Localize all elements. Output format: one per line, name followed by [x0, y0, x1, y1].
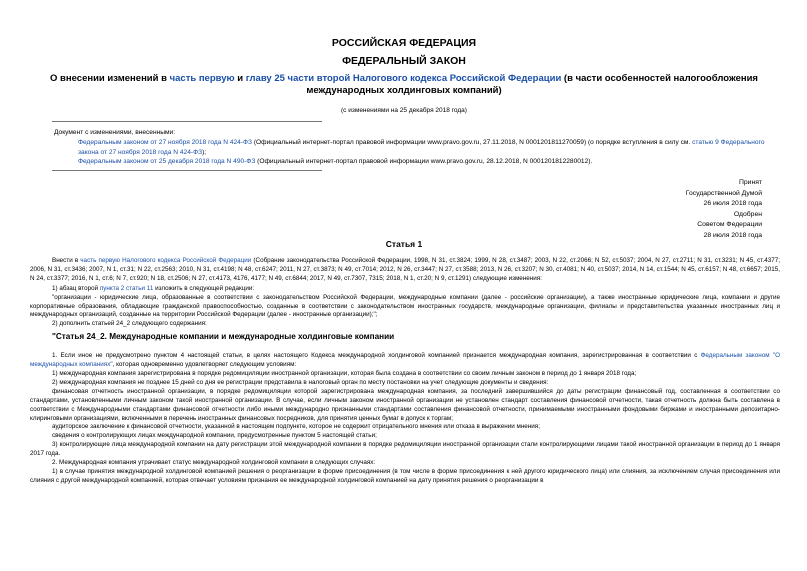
divider-bottom — [52, 170, 322, 171]
paragraph: 2) международная компания не позднее 15 дней со дня ее регистрации представила в налоговый орган по месту постановки на учет следующие документы и сведения: — [52, 378, 549, 386]
changes-note-line-2: Федеральным законом от 25 декабря 2018 года N 490-ФЗ (Официальный интернет-портал правовой информации www.pravo.gov.ru, 28.12.2018, N 0001201812280012). — [78, 158, 593, 166]
link-article-9[interactable]: статью 9 Федерального закона от 27 ноября 2018 года N 424-ФЗ — [78, 138, 765, 156]
country-heading: РОССИЙСКАЯ ФЕДЕРАЦИЯ — [331, 37, 477, 49]
law-title: О внесении изменений в часть первую и главу 25 части второй Налогового кодекса Российской Федерации (в части особенностей налогообложения международных холдинговых компаний) — [50, 73, 758, 96]
paragraph: Внести в часть первую Налогового кодекса Российской Федерации (Собрание законодательства Российской Федерации, 1998, N 31, ст.3824; 1999, N 28, ст.3487; 2003, N 22, ст.2066; N 52, ст.5037; 2004, N 27, ст.2711; N 31, ст.3231; N 45, ст.4377; 2006, N 31, ст.3436; 2007, N 1, ст.31; N 22, ст.2563; 2010, N 31, ст.4198; N 48, ст.6247; 2011, N 27, ст.3873; N 49, ст.7014; 2012, N 26, ст.3447; N 27, ст.3588; 2013, N 26, ст.3207; N 30, ст.4081; N 40, ст.5037; 2014, N 14, ст.1544; N 45, ст.6157; N 48, ст.6657; 2015, N 24, ст.3377; 2016, N 1, ст.6; N 7, ст.920; N 18, ст.2506; N 27, ст.4173, 4176, 4177; N 49, ст.6844; 2017, N 49, ст.7307, 7315; 2018, N 1, ст.20; N 9, ст.1291) следующие изменения: — [30, 257, 780, 282]
divider-top — [52, 121, 322, 122]
title-link-chapter-25[interactable]: главу 25 части второй Налогового кодекса Российской Федерации — [245, 73, 562, 84]
paragraph: "организации - юридические лица, образованные в соответствии с законодательством Российской Федерации, международные компании (далее - российские организации), а также иностранные юридические лица, компании и другие корпоративные образования, обладающие гражданской правоспособностью, созданные в соответствии с законодательством иностранных государств, международные организации, филиалы и представительства указанных иностранных лиц и международных организаций, созданные на территории Российской Федерации (далее - иностранные организации);"; — [30, 293, 780, 319]
law-type-heading: ФЕДЕРАЛЬНЫЙ ЗАКОН — [342, 55, 466, 67]
changes-note — [54, 128, 784, 167]
paragraph: аудиторское заключение к финансовой отчетности, указанной в настоящем подпункте, которое не содержит отрицательного мнения или отказа в выражении мнения; — [52, 423, 540, 431]
link-international-companies-law[interactable]: Федеральным законом "О международных компаниях" — [30, 352, 780, 369]
paragraph: 1. Если иное не предусмотрено пунктом 4 настоящей статьи, в целях настоящего Кодекса международной холдинговой компанией признается международная компания, зарегистрированная в соответствии с Федеральным законом "О международных компаниях", которая одновременно удовлетворяет следующим условиям: — [30, 352, 780, 369]
paragraph: 1) в случае принятия международной холдинговой компанией решения о реорганизации в форме присоединения (в том числе в форме присоединения к ней другого юридического лица) или слияния, за исключением случая присоединения или слияния с другой международной компанией, которая отвечает условиям признания ее международной холдинговой компанией на дату принятия решения о реорганизации в — [30, 467, 780, 484]
link-tax-code-part-one[interactable]: часть первую Налогового кодекса Российской Федерации — [80, 257, 252, 264]
paragraph: 2. Международная компания утрачивает статус международной холдинговой компании в следующих случаях: — [52, 459, 376, 467]
paragraph: сведения о контролирующих лицах международной компании, предусмотренные пунктом 5 настоящей статьи; — [52, 432, 377, 440]
link-law-490[interactable]: Федеральным законом от 25 декабря 2018 года N 490-ФЗ — [78, 158, 256, 166]
paragraph: 1) международная компания зарегистрирована в порядке редомициляции иностранной организации, которая была создана в соответствии со своим личным законом в период до 1 января 2018 года; — [52, 369, 637, 377]
paragraph: финансовая отчетность иностранной организации, в порядке редомициляции которой зарегистрирована международная компания, за последний завершившийся до даты регистрации финансовый год, составленная в соответствии со стандартами, установленными личным законом такой иностранной организации. В случае, если личным законом иностранной организации не установлен стандарт составления финансовой отчетности, такая отчетность должна быть составлена в соответствии с Международными стандартами финансовой отчетности либо иными международно признанными стандартами составления финансовой отчетности, принимаемыми иностранными фондовыми биржами и иностранными депозитарно-клиринговыми организациями, включенными в перечень иностранных финансовых посредников, для принятия ценных бумаг в допуск к торгам; — [30, 387, 780, 422]
article-heading: Статья 1 — [385, 239, 423, 249]
paragraph: 1) абзац второй пункта 2 статьи 11 изложить в следующей редакции: — [52, 284, 255, 292]
article-body — [30, 257, 780, 486]
title-link-part-one[interactable]: часть первую — [169, 73, 235, 84]
changes-note-heading: Документ с изменениями, внесенными: — [54, 129, 176, 136]
paragraph: 3) контролирующие лица международной компании на дату регистрации этой международной компании в порядке редомициляции иностранной организации стали контролирующими лицами такой иностранной организации в период до 1 января 2017 года. — [30, 441, 780, 458]
link-article-11[interactable]: пункта 2 статьи 11 — [99, 284, 154, 292]
sub-article-heading: "Статья 24_2. Международные компании и международные холдинговые компании — [52, 332, 395, 342]
adoption-block: Принят Государственной Думой 26 июля 2018 года Одобрен Советом Федерации 28 июля 2018 года — [685, 179, 762, 239]
link-law-424[interactable]: Федеральным законом от 27 ноября 2018 года N 424-ФЗ — [78, 138, 253, 146]
edition-note: (с изменениями на 25 декабря 2018 года) — [341, 107, 467, 114]
paragraph: 2) дополнить статьей 24_2 следующего содержания: — [52, 320, 207, 328]
changes-note-line-1: Федеральным законом от 27 ноября 2018 года N 424-ФЗ (Официальный интернет-портал правовой информации www.pravo.gov.ru, 27.11.2018, N 0001201811270059) (о порядке вступления в силу см. статью 9 Федерального закона от 27 ноября 2018 года N 424-ФЗ); — [78, 138, 765, 156]
